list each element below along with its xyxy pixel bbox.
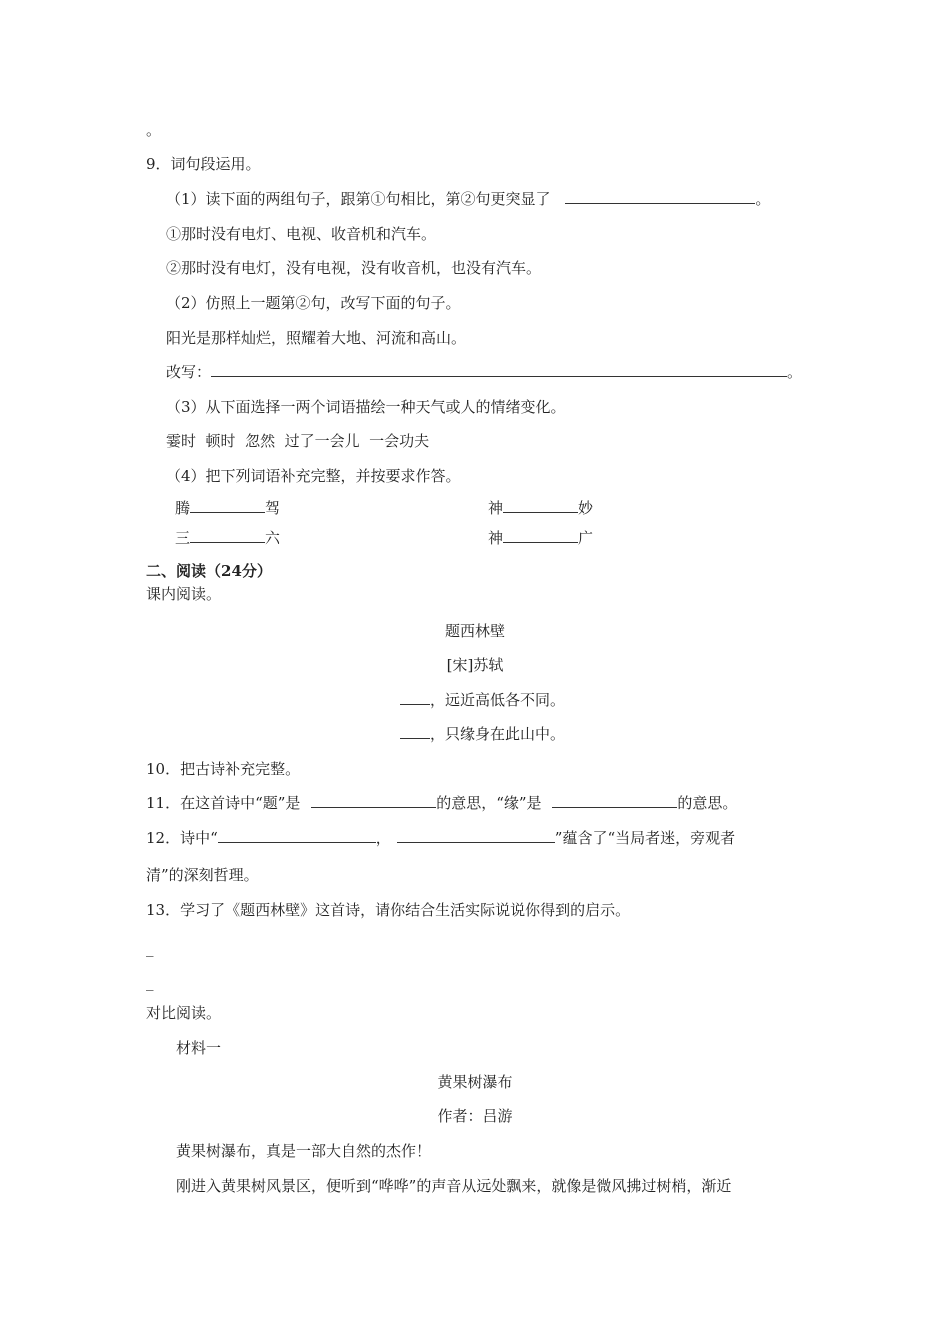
idiom-4-end: 广 — [578, 529, 594, 547]
q12 — [146, 828, 735, 848]
q11-part-b: 的意思，“缘”是 — [436, 794, 542, 812]
poem-line-2-text: ，只缘身在此山中。 — [430, 725, 566, 743]
idiom-4-start: 神 — [488, 529, 504, 547]
q10: 10．把古诗补充完整。 — [146, 760, 301, 778]
poem-line-2-blank[interactable] — [400, 724, 430, 739]
q13: 13．学习了《题西林壁》这首诗，请你结合生活实际说说你得到的启示。 — [146, 901, 631, 919]
article-para-2: 刚进入黄果树风景区，便听到“哗哗”的声音从远处飘来，就像是微风拂过树梢，渐近 — [176, 1177, 732, 1195]
poem-line-1-blank[interactable] — [400, 690, 430, 705]
poem-title: 题西林壁 — [444, 622, 505, 640]
poem-line-1-text: ，远近高低各不同。 — [430, 691, 566, 709]
section-2-sub: 课内阅读。 — [146, 585, 222, 603]
q11-blank-1[interactable] — [311, 793, 436, 808]
q9-p2-rewrite — [166, 362, 802, 382]
top-fragment: 。 — [146, 121, 162, 139]
rewrite-blank[interactable] — [211, 362, 787, 377]
idiom-3-end: 六 — [265, 529, 281, 547]
section-2-heading: 二、阅读（24分） — [146, 562, 272, 580]
q9-p1-end: 。 — [755, 190, 771, 208]
q9-p2-sentence: 阳光是那样灿烂，照耀着大地、河流和高山。 — [166, 329, 467, 347]
q12-cont: 清”的深刻哲理。 — [146, 866, 259, 884]
rewrite-label: 改写： — [166, 363, 212, 381]
idiom-1-start: 腾 — [175, 499, 191, 517]
q9-sentence-2: ②那时没有电灯，没有电视，没有收音机，也没有汽车。 — [166, 259, 542, 277]
q9-p1-blank[interactable] — [565, 189, 755, 204]
material-label: 材料一 — [176, 1039, 222, 1057]
idiom-3 — [175, 528, 280, 548]
q11 — [146, 793, 737, 813]
idiom-2-end: 妙 — [578, 499, 594, 517]
q12-part-b: ， — [375, 829, 391, 847]
idiom-1-blank[interactable] — [190, 498, 265, 513]
q9-p3: （3）从下面选择一两个词语描绘一种天气或人的情绪变化。 — [166, 398, 566, 416]
q12-blank-2[interactable] — [397, 828, 555, 843]
q9-sentence-1: ①那时没有电灯、电视、收音机和汽车。 — [166, 225, 437, 243]
q9-p2: （2）仿照上一题第②句，改写下面的句子。 — [166, 294, 461, 312]
idiom-2-start: 神 — [488, 499, 504, 517]
idiom-4-blank[interactable] — [503, 528, 578, 543]
idiom-2-blank[interactable] — [503, 498, 578, 513]
q11-blank-2[interactable] — [552, 793, 677, 808]
article-author: 作者：吕游 — [437, 1107, 513, 1125]
q9-p1 — [166, 189, 770, 209]
compare-heading: 对比阅读。 — [146, 1004, 222, 1022]
idiom-1 — [175, 498, 280, 518]
poem-line-1 — [400, 690, 565, 710]
q12-part-a: 12．诗中“ — [146, 829, 218, 847]
q9-title: 9．词句段运用。 — [146, 155, 261, 173]
answer-mark-1[interactable]: _ — [146, 939, 154, 957]
q12-part-c: ”蕴含了“当局者迷，旁观者 — [554, 829, 736, 847]
q9-p1-prompt: （1）读下面的两组句子，跟第①句相比，第②句更突显了 — [166, 190, 551, 208]
answer-mark-2[interactable]: _ — [146, 973, 154, 991]
poem-line-2 — [400, 724, 565, 744]
q9-p3-words: 霎时 顿时 忽然 过了一会儿 一会功夫 — [166, 432, 430, 450]
idiom-3-blank[interactable] — [190, 528, 265, 543]
idiom-3-start: 三 — [175, 529, 191, 547]
q12-blank-1[interactable] — [218, 828, 376, 843]
q9-p4: （4）把下列词语补充完整，并按要求作答。 — [166, 467, 461, 485]
rewrite-end: 。 — [787, 363, 803, 381]
idiom-2 — [488, 498, 593, 518]
poem-author: [宋]苏轼 — [446, 656, 504, 674]
idiom-4 — [488, 528, 593, 548]
q11-part-c: 的意思。 — [677, 794, 738, 812]
article-para-1: 黄果树瀑布，真是一部大自然的杰作！ — [176, 1142, 432, 1160]
article-title: 黄果树瀑布 — [437, 1073, 513, 1091]
idiom-1-end: 驾 — [265, 499, 281, 517]
q11-part-a: 11．在这首诗中“题”是 — [146, 794, 301, 812]
